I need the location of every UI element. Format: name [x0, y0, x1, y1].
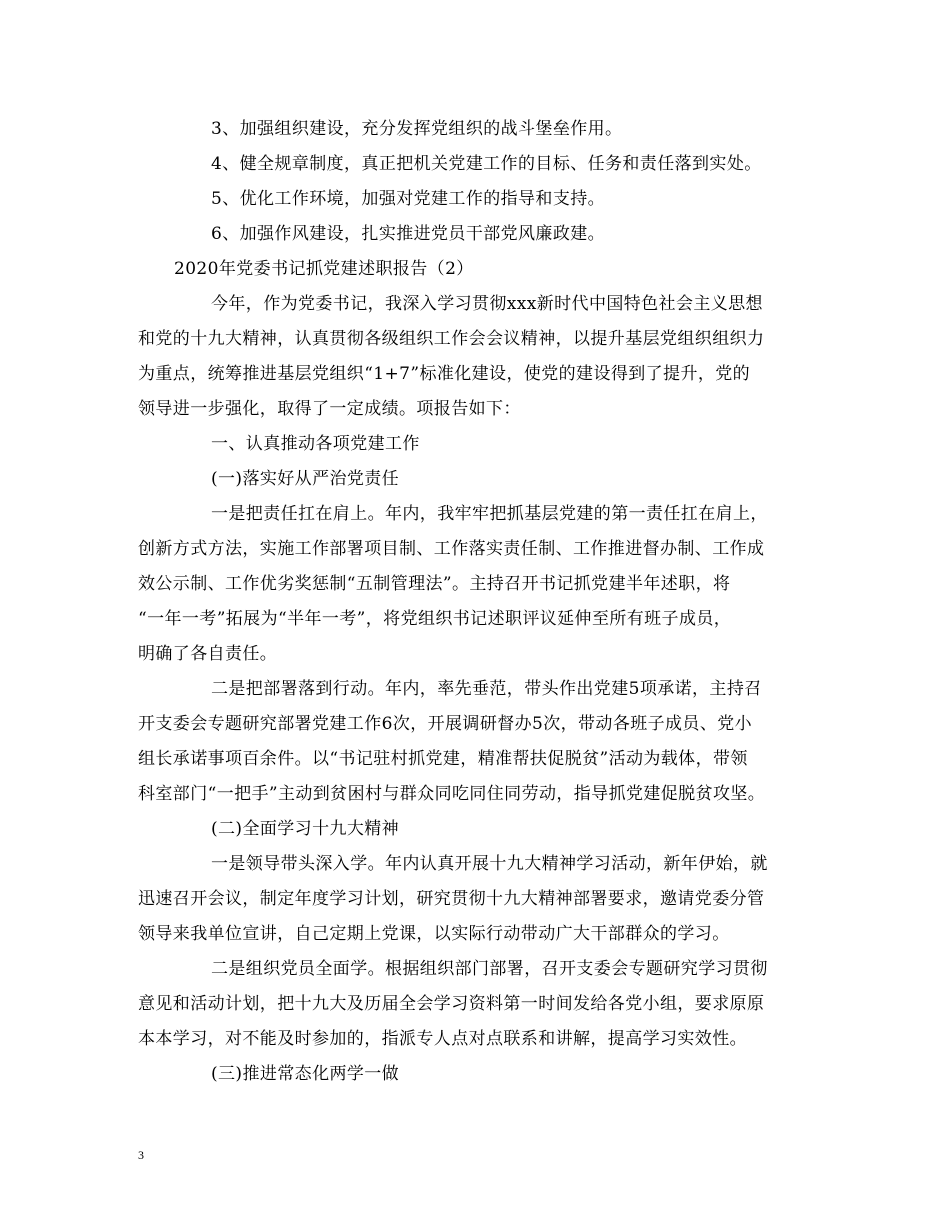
text-line: (二)全面学习十九大精神: [211, 819, 400, 839]
text-line: 6、加强作风建设，扎实推进党员干部党风廉政建。: [211, 224, 606, 244]
text-line: 领导进一步强化，取得了一定成绩。项报告如下：: [138, 399, 521, 419]
text-line: 一是领导带头深入学。年内认真开展十九大精神学习活动，新年伊始，就: [211, 854, 768, 874]
text-line: 今年，作为党委书记，我深入学习贯彻xxx新时代中国特色社会主义思想: [211, 294, 763, 314]
document-body: [138, 112, 828, 1092]
text-line: (三)推进常态化两学一做: [211, 1064, 400, 1084]
text-line: 3、加强组织建设，充分发挥党组织的战斗堡垒作用。: [211, 119, 623, 139]
text-line: 迅速召开会议，制定年度学习计划，研究贯彻十九大精神部署要求，邀请党委分管: [138, 889, 765, 909]
text-line: 创新方式方法，实施工作部署项目制、工作落实责任制、工作推进督办制、工作成: [138, 539, 765, 559]
text-line: (一)落实好从严治党责任: [211, 469, 400, 489]
text-line: 科室部门“一把手”主动到贫困村与群众同吃同住同劳动，指导抓党建促脱贫攻坚。: [138, 784, 766, 804]
text-line: 一、认真推动各项党建工作: [211, 434, 420, 454]
text-line: 和党的十九大精神，认真贯彻各级组织工作会会议精神，以提升基层党组织组织力: [138, 329, 765, 349]
text-line: 二是组织党员全面学。根据组织部门部署，召开支委会专题研究学习贯彻: [211, 959, 768, 979]
page-number: 3: [138, 1148, 144, 1162]
text-line: 一是把责任扛在肩上。年内，我牢牢把抓基层党建的第一责任扛在肩上，: [211, 504, 768, 524]
text-line: 组长承诺事项百余件。以“书记驻村抓党建，精准帮扶促脱贫”活动为载体，带领: [138, 749, 748, 769]
text-line: 明确了各自责任。: [138, 644, 278, 664]
text-line: 领导来我单位宣讲，自己定期上党课，以实际行动带动广大干部群众的学习。: [138, 924, 730, 944]
text-line: 本本学习，对不能及时参加的，指派专人点对点联系和讲解，提高学习实效性。: [138, 1029, 747, 1049]
text-line: 效公示制、工作优劣奖惩制“五制管理法”。主持召开书记抓党建半年述职，将: [138, 574, 731, 594]
text-line: 2020年党委书记抓党建述职报告（2）: [174, 259, 474, 279]
text-line: 为重点，统筹推进基层党组织“1+7”标准化建设，使党的建设得到了提升，党的: [138, 364, 751, 384]
text-line: 意见和活动计划，把十九大及历届全会学习资料第一时间发给各党小组，要求原原: [138, 994, 765, 1014]
text-line: 4、健全规章制度，真正把机关党建工作的目标、任务和责任落到实处。: [211, 154, 762, 174]
text-line: 二是把部署落到行动。年内，率先垂范，带头作出党建5项承诺，主持召: [211, 679, 762, 699]
text-line: 5、优化工作环境，加强对党建工作的指导和支持。: [211, 189, 606, 209]
text-line: “一年一考”拓展为“半年一考”，将党组织书记述职评议延伸至所有班子成员，: [138, 609, 732, 629]
text-line: 开支委会专题研究部署党建工作6次，开展调研督办5次，带动各班子成员、党小: [138, 714, 753, 734]
